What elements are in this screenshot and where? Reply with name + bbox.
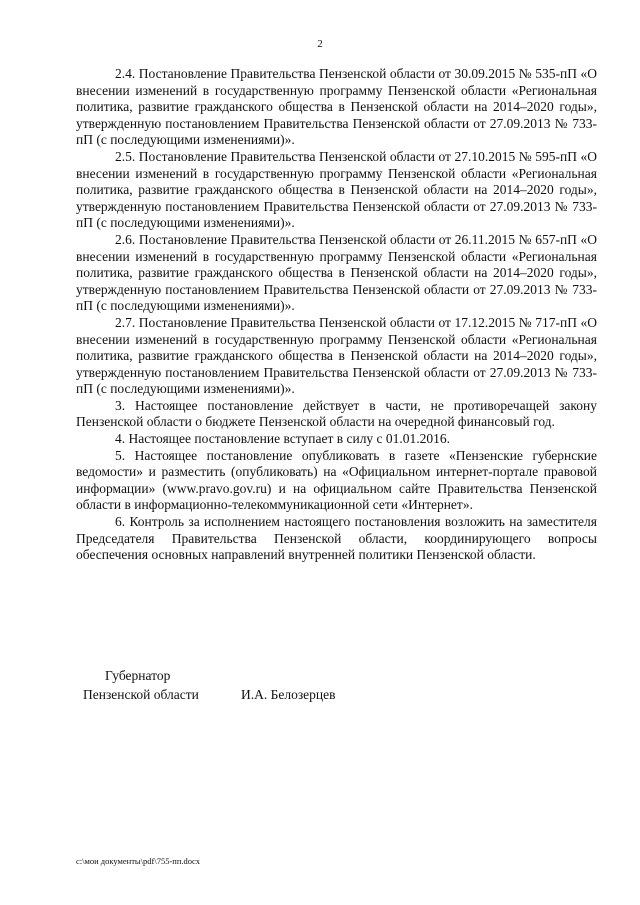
paragraph-2-5: 2.5. Постановление Правительства Пензенской области от 27.10.2015 № 595-пП «О внесении изменений в государственную программу Пензенской области «Региональная политика, развитие гражданского общества в Пензенской области на 2014–2020 годы», утвержденную постановлением Правительства Пензенской области от 27.09.2013 № 733-пП (с последующими изменениями)». — [76, 148, 597, 231]
footer-file-path: c:\мои документы\pdf\755-пп.docx — [76, 856, 201, 866]
document-body — [76, 66, 597, 564]
paragraph-3: 3. Настоящее постановление действует в части, не противоречащей закону Пензенской области о бюджете Пензенской области на очередной финансовый год. — [76, 397, 597, 430]
signature-region: Пензенской области — [83, 687, 199, 702]
paragraph-5: 5. Настоящее постановление опубликовать в газете «Пензенские губернские ведомости» и разместить (опубликовать) на «Официальном интернет-портале правовой информации» (www.pravo.gov.ru) и на официальном сайте Правительства Пензенской области в информационно-телекоммуникационной сети «Интернет». — [76, 447, 597, 513]
signature-title: Губернатор — [105, 668, 171, 683]
paragraph-2-7: 2.7. Постановление Правительства Пензенской области от 17.12.2015 № 717-пП «О внесении изменений в государственную программу Пензенской области «Региональная политика, развитие гражданского общества в Пензенской области на 2014–2020 годы», утвержденную постановлением Правительства Пензенской области от 27.09.2013 № 733-пП (с последующими изменениями)». — [76, 314, 597, 397]
paragraph-6: 6. Контроль за исполнением настоящего постановления возложить на заместителя Председателя Правительства Пензенской области, координирующего вопросы обеспечения основных направлений внутренней политики Пензенской области. — [76, 514, 597, 563]
page-number: 2 — [317, 38, 323, 50]
paragraph-2-4: 2.4. Постановление Правительства Пензенской области от 30.09.2015 № 535-пП «О внесении изменений в государственную программу Пензенской области «Региональная политика, развитие гражданского общества в Пензенской области на 2014–2020 годы», утвержденную постановлением Правительства Пензенской области от 27.09.2013 № 733-пП (с последующими изменениями)». — [76, 66, 597, 148]
signature-name: И.А. Белозерцев — [241, 687, 336, 702]
paragraph-4: 4. Настоящее постановление вступает в силу с 01.01.2016. — [115, 431, 451, 447]
paragraph-2-6: 2.6. Постановление Правительства Пензенской области от 26.11.2015 № 657-пП «О внесении изменений в государственную программу Пензенской области «Региональная политика, развитие гражданского общества в Пензенской области на 2014–2020 годы», утвержденную постановлением Правительства Пензенской области от 27.09.2013 № 733-пП (с последующими изменениями)». — [76, 231, 597, 314]
